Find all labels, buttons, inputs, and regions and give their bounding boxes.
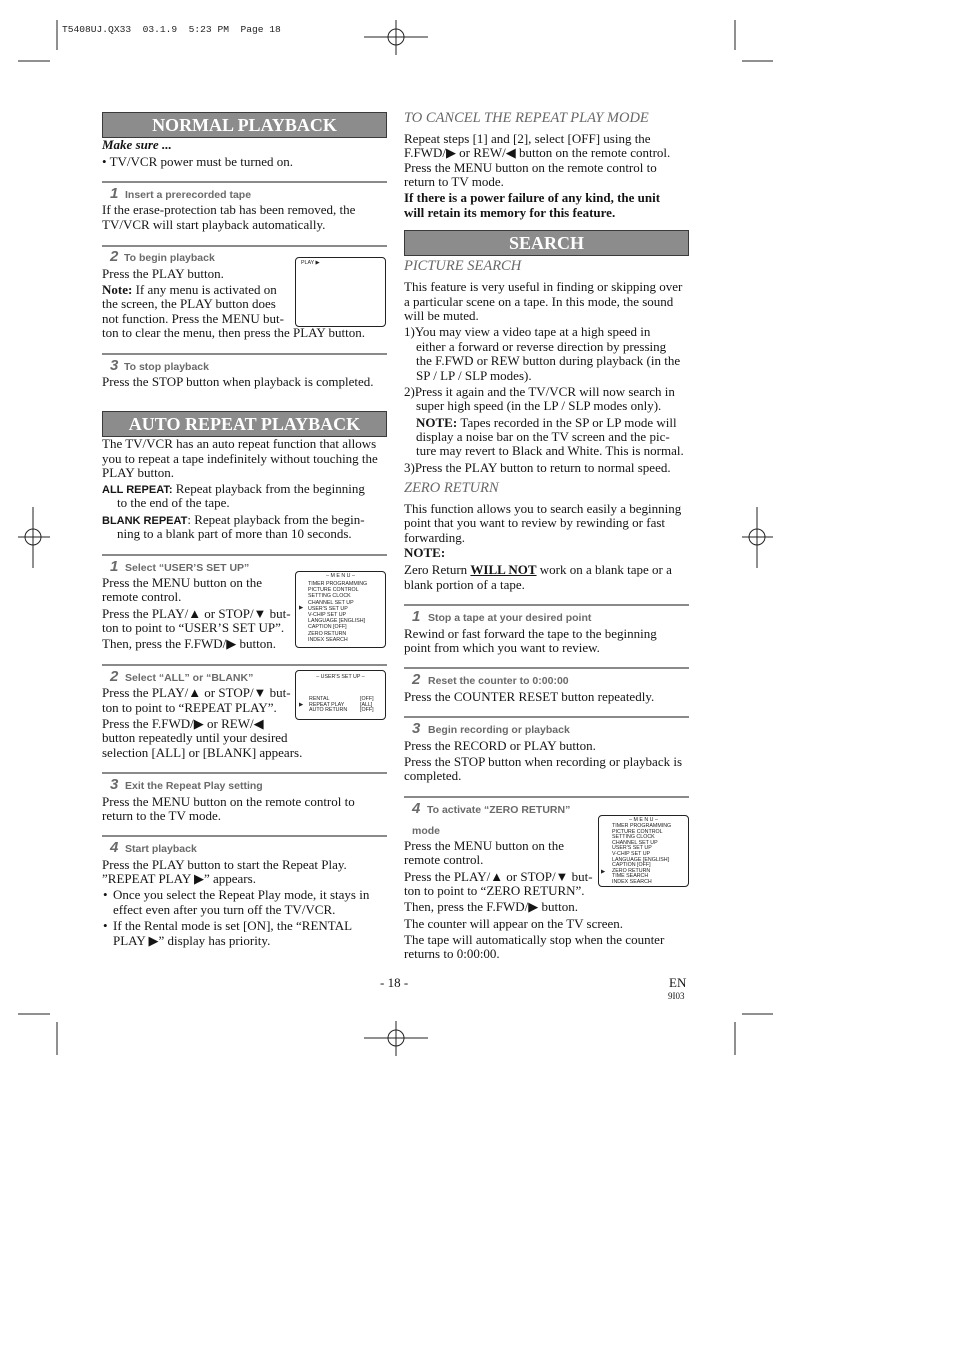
body-line: Press the PLAY/▲ or STOP/▼ but- <box>102 685 291 700</box>
body-line: return to TV mode. <box>404 174 504 189</box>
body-line: Press the PLAY button to start the Repeat Play. <box>102 857 347 872</box>
power-failure-note: will retain its memory for this feature. <box>404 205 616 220</box>
step-divider <box>404 667 689 669</box>
body-line: selection [ALL] or [BLANK] appears. <box>102 745 303 760</box>
note-label: NOTE: <box>404 545 446 560</box>
numbered-item: 3)Press the PLAY button to return to normal speed. <box>404 460 671 475</box>
step-divider <box>102 835 387 837</box>
registration-mark-top <box>364 20 428 55</box>
step-divider <box>404 604 689 606</box>
step-label: Begin recording or playback <box>428 724 570 736</box>
menu-cursor: ▶ <box>299 605 304 611</box>
body-line: Press the PLAY/▲ or STOP/▼ but- <box>404 869 593 884</box>
menu-item: CHANNEL SET UP <box>308 599 354 606</box>
body-line: the screen, the PLAY button does <box>102 296 276 311</box>
menu-item: LANGUAGE [ENGLISH] <box>612 856 670 863</box>
users-setup-labels <box>309 697 347 714</box>
tv-screen-menu <box>295 571 386 648</box>
file-slug: T5408UJ.QX33 03.1.9 5:23 PM Page 18 <box>62 24 281 35</box>
body-line: Press the MENU button on the <box>102 575 262 590</box>
make-sure-heading: Make sure ... <box>102 137 172 152</box>
menu-item: ZERO RETURN <box>612 867 651 874</box>
section-title-normal-playback: NORMAL PLAYBACK <box>102 112 387 138</box>
step-label: To stop playback <box>124 361 209 373</box>
power-failure-note: If there is a power failure of any kind, the unit <box>404 190 661 205</box>
body-line: F.FWD/▶ or REW/◀ button on the remote control. <box>404 145 671 160</box>
setting-label: REPEAT PLAY <box>309 701 345 708</box>
print-code: 9I03 <box>668 991 685 1001</box>
body-line: completed. <box>404 768 462 783</box>
body-line: ton to clear the menu, then press the PLAY button. <box>102 325 365 340</box>
menu-list <box>308 581 367 643</box>
step-label: Reset the counter to 0:00:00 <box>428 675 569 687</box>
menu-title: – M E N U – <box>629 817 658 823</box>
bullet-text: PLAY ▶” display has priority. <box>113 933 271 948</box>
body-line: If the erase-protection tab has been removed, the <box>102 202 356 217</box>
menu-item: LANGUAGE [ENGLISH] <box>308 618 366 625</box>
step-number: 4 <box>110 839 119 856</box>
setting-label: AUTO RETURN <box>309 707 348 713</box>
tv-screen-users-setup <box>295 670 386 720</box>
menu-item: CAPTION [OFF] <box>308 624 347 631</box>
body-line: ning to a blank part of more than 10 seconds. <box>117 526 352 541</box>
screen-play-indicator: PLAY ▶ <box>301 260 320 266</box>
body-line: Rewind or fast forward the tape to the beginning <box>404 626 657 641</box>
numbered-item: 1)You may view a video tape at a high speed in <box>404 324 651 339</box>
setting-label: RENTAL <box>309 696 330 702</box>
step-number: 1 <box>110 558 119 575</box>
tv-screen-play <box>295 257 386 327</box>
body-line: super high speed (in the LP / SLP modes only). <box>416 398 662 413</box>
body-line: Press the MENU button on the <box>404 838 564 853</box>
setting-value: [ALL] <box>360 701 373 708</box>
menu-item: V-CHIP SET UP <box>308 611 347 618</box>
body-line: you to repeat a tape indefinitely without touching the <box>102 451 378 466</box>
menu-item: PICTURE CONTROL <box>612 828 663 835</box>
body-line: TV/VCR will start playback automatically. <box>102 217 326 232</box>
body-line: forwarding. <box>404 530 466 545</box>
menu-item: PICTURE CONTROL <box>308 587 359 594</box>
zero-return-title: ZERO RETURN <box>404 480 499 496</box>
body-line: This function allows you to search easily a beginning <box>404 501 682 516</box>
menu-cursor: ▶ <box>601 869 606 875</box>
body-line: returns to 0:00:00. <box>404 946 500 961</box>
registration-mark-bottom <box>364 1021 428 1056</box>
bullet-text: effect even after you turn off the TV/VCR. <box>113 902 336 917</box>
menu-item: CAPTION [OFF] <box>612 862 651 869</box>
step-label: Select “USER’S SET UP” <box>125 562 250 574</box>
step-label: To begin playback <box>124 252 215 264</box>
note-label: NOTE: <box>416 415 458 430</box>
body-line: a particular scene on a tape. In this mode, the sound <box>404 294 674 309</box>
step-divider <box>404 796 689 798</box>
body-line: either a forward or reverse direction by pressing <box>416 339 667 354</box>
step-label: Start playback <box>125 843 197 855</box>
step-divider <box>404 716 689 718</box>
bullet-mark: • <box>103 887 108 902</box>
body-line: ton to point to “REPEAT PLAY”. <box>102 700 277 715</box>
warning-emphasis: WILL NOT <box>470 562 537 577</box>
menu-item: USER'S SET UP <box>612 845 652 852</box>
step-divider <box>102 245 387 247</box>
body-line: remote control. <box>404 852 484 867</box>
section-title-auto-repeat: AUTO REPEAT PLAYBACK <box>102 411 387 437</box>
warning-text: work on a blank tape or a <box>539 562 672 577</box>
step-label: Insert a prerecorded tape <box>125 189 252 201</box>
body-line: Press the PLAY button. <box>102 266 224 281</box>
body-line: The tape will automatically stop when the counter <box>404 932 665 947</box>
body-line: ton to point to “ZERO RETURN”. <box>404 883 585 898</box>
step-number: 2 <box>110 248 119 265</box>
note-text: Tapes recorded in the SP or LP mode will <box>460 415 677 430</box>
body-line: Press the RECORD or PLAY button. <box>404 738 596 753</box>
menu-title: – M E N U – <box>326 573 355 579</box>
menu-item: INDEX SEARCH <box>308 636 348 643</box>
step-label-continued: mode <box>412 825 441 837</box>
zero-return-warning <box>404 562 672 578</box>
body-line: This feature is very useful in finding or skipping over <box>404 279 683 294</box>
menu-item: ZERO RETURN <box>308 630 347 637</box>
body-line: Press the PLAY/▲ or STOP/▼ but- <box>102 606 291 621</box>
language-code: EN <box>669 975 687 990</box>
bullet-mark: • <box>103 918 108 933</box>
body-line: Press the STOP button when playback is completed. <box>102 374 374 389</box>
menu-item: TIMER PROGRAMMING <box>612 823 672 829</box>
menu-item: SETTING CLOCK <box>612 834 655 841</box>
body-line: ture may revert to Black and White. This is normal. <box>416 443 684 458</box>
menu-item: INDEX SEARCH <box>612 878 652 885</box>
all-repeat-text: Repeat playback from the beginning <box>175 481 365 496</box>
body-line: return to the TV mode. <box>102 808 222 823</box>
menu-item: SETTING CLOCK <box>308 593 351 600</box>
step-divider <box>102 554 387 556</box>
menu-item: CHANNEL SET UP <box>612 839 658 846</box>
step-number: 1 <box>110 185 119 202</box>
warning-text: Zero Return <box>404 562 468 577</box>
menu-cursor: ▶ <box>299 702 304 708</box>
registration-mark-left <box>18 507 50 568</box>
step-number: 2 <box>412 671 421 688</box>
step-label: To activate “ZERO RETURN” <box>427 804 571 816</box>
registration-mark-right <box>742 507 773 568</box>
menu-item: TIME SEARCH <box>612 873 649 880</box>
setting-value: [OFF] <box>360 696 374 702</box>
body-line: button repeatedly until your desired <box>102 730 288 745</box>
body-line: point from which you want to review. <box>404 640 600 655</box>
step-number: 3 <box>110 357 119 374</box>
menu-list <box>612 824 671 886</box>
step-label: Stop a tape at your desired point <box>428 612 592 624</box>
step-label: Select “ALL” or “BLANK” <box>125 672 254 684</box>
body-line: ”REPEAT PLAY ▶” appears. <box>102 871 256 886</box>
body-line: Press the MENU button on the remote control to <box>102 794 355 809</box>
body-line: the F.FWD or REW button during playback (in the <box>416 353 681 368</box>
body-line: ton to point to “USER’S SET UP”. <box>102 620 285 635</box>
blank-repeat-text: : Repeat playback from the begin- <box>187 512 365 527</box>
step-number: 3 <box>110 776 119 793</box>
body-line: Press the STOP button when recording or playback is <box>404 754 683 769</box>
picture-search-title: PICTURE SEARCH <box>404 258 522 274</box>
body-line: Then, press the F.FWD/▶ button. <box>404 899 578 914</box>
users-setup-title: – USER'S SET UP – <box>316 674 365 680</box>
body-line: The counter will appear on the TV screen. <box>404 916 623 931</box>
body-line: blank portion of a tape. <box>404 577 525 592</box>
menu-item: V-CHIP SET UP <box>612 850 651 857</box>
body-line: Press the F.FWD/▶ or REW/◀ <box>102 716 264 731</box>
make-sure-bullet: • TV/VCR power must be turned on. <box>102 154 293 169</box>
body-line: remote control. <box>102 589 182 604</box>
step-label: Exit the Repeat Play setting <box>125 780 263 792</box>
cancel-repeat-title: TO CANCEL THE REPEAT PLAY MODE <box>404 110 649 126</box>
step-number: 2 <box>110 668 119 685</box>
tv-screen-menu-zero-return <box>598 815 689 887</box>
step-number: 3 <box>412 720 421 737</box>
body-line: Repeat steps [1] and [2], select [OFF] using the <box>404 131 651 146</box>
menu-item: USER'S SET UP <box>308 605 348 612</box>
body-line: The TV/VCR has an auto repeat function that allows <box>102 436 377 451</box>
body-line: not function. Press the MENU but- <box>102 311 284 326</box>
body-line: display a noise bar on the TV screen and the pic- <box>416 429 670 444</box>
users-setup-values <box>360 697 374 714</box>
body-line: PLAY button. <box>102 465 174 480</box>
body-line: will be muted. <box>404 308 479 323</box>
note-label: Note: <box>102 282 133 297</box>
menu-item: TIMER PROGRAMMING <box>308 581 368 587</box>
setting-value: [OFF] <box>360 707 374 713</box>
all-repeat-label: ALL REPEAT: <box>102 484 173 496</box>
body-line: Then, press the F.FWD/▶ button. <box>102 636 276 651</box>
step-divider <box>102 181 387 183</box>
body-line: Press the MENU button on the remote control to <box>404 160 657 175</box>
note-text: If any menu is activated on <box>135 282 277 297</box>
bullet-text: Once you select the Repeat Play mode, it stays in <box>113 887 370 902</box>
bullet-text: If the Rental mode is set [ON], the “RENTAL <box>113 918 353 933</box>
page-number: - 18 - <box>380 975 409 990</box>
step-number: 4 <box>412 800 421 817</box>
body-line: Press the COUNTER RESET button repeatedly. <box>404 689 655 704</box>
step-divider <box>102 772 387 774</box>
body-line: point that you want to review by rewinding or fast <box>404 515 666 530</box>
step-number: 1 <box>412 608 421 625</box>
body-line: SP / LP / SLP modes). <box>416 368 532 383</box>
numbered-item: 2)Press it again and the TV/VCR will now search in <box>404 384 675 399</box>
step-divider <box>102 664 387 666</box>
blank-repeat-label: BLANK REPEAT <box>102 515 188 527</box>
body-line: to the end of the tape. <box>117 495 230 510</box>
section-title-search: SEARCH <box>404 230 689 256</box>
step-divider <box>102 353 387 355</box>
